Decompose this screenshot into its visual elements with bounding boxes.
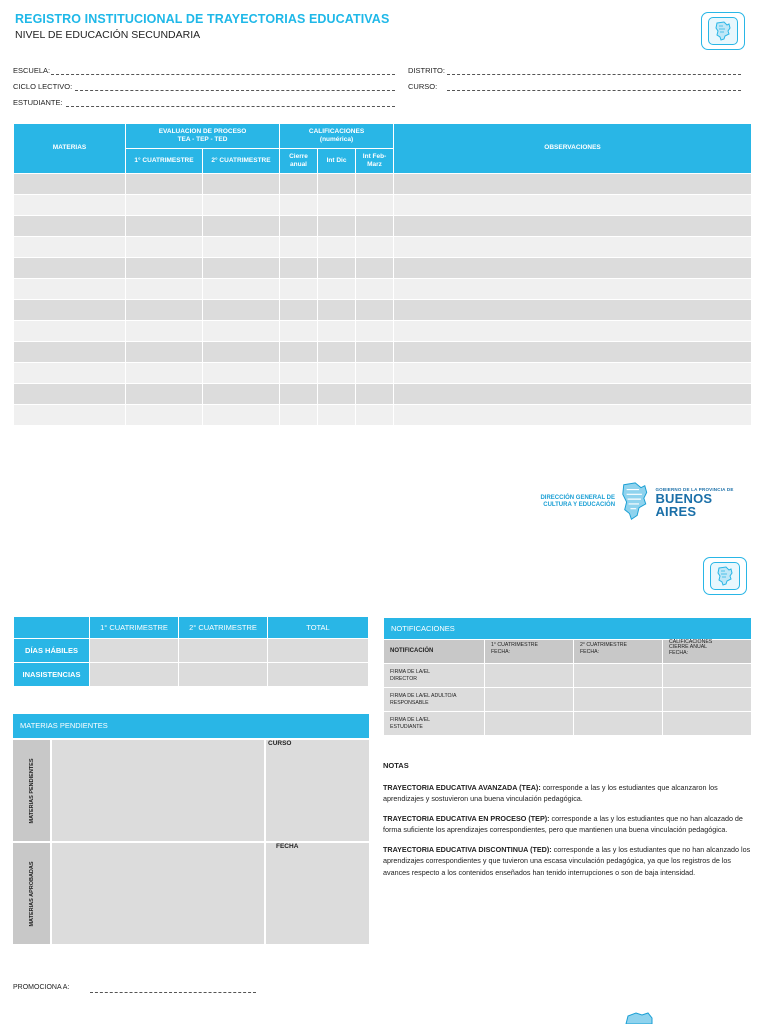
- table-row: [14, 216, 752, 237]
- pendientes-curso-box[interactable]: [266, 740, 369, 841]
- firma-director-label: FIRMA DE LA/EL DIRECTOR: [384, 664, 485, 688]
- nota-ted: TRAYECTORIA EDUCATIVA DISCONTINUA (TED): corresponde a las y los estudiantes que no han alcanzado los aprendizajes correspondientes y que tuvieron una escasa vinculación pedagógica, ya que los registros de los avances respecto a los contenidos enseñados han tenido interrupciones o son de baja intensidad.: [383, 845, 751, 877]
- footer-logo-small: GOBIERNO DE LA PROVINCIA DE: [655, 486, 734, 492]
- curso-label: CURSO:: [408, 82, 438, 91]
- nota-tea: TRAYECTORIA EDUCATIVA AVANZADA (TEA): corresponde a las y los estudiantes que alcanzaron los aprendizajes y sostuvieron una buena vinculación pedagógica.: [383, 782, 718, 803]
- int-feb-header: Int Feb- Marz: [356, 149, 394, 174]
- page-title: REGISTRO INSTITUCIONAL DE TRAYECTORIAS EDUCATIVAS: [15, 12, 390, 26]
- int-dic-header: Int Dic: [318, 149, 356, 174]
- asistencia-table: [13, 616, 369, 687]
- dias-habiles-label: DÍAS HÁBILES: [14, 639, 90, 663]
- notas-title: NOTAS: [383, 761, 409, 770]
- table-row: [14, 300, 752, 321]
- att-cuatri1-header: 1° CUATRIMESTRE: [90, 617, 179, 639]
- table-row: [14, 363, 752, 384]
- map-glyph-icon: [714, 565, 736, 587]
- cierre-header: Cierre anual: [280, 149, 318, 174]
- evaluacion-header: EVALUACION DE PROCESO TEA - TEP - TED: [126, 124, 280, 149]
- table-row: [14, 342, 752, 363]
- promociona-label: PROMOCIONA A:: [13, 984, 70, 991]
- distrito-field[interactable]: [447, 66, 741, 75]
- pendientes-box[interactable]: [52, 740, 264, 841]
- table-row: [14, 279, 752, 300]
- att-cuatri2-header: 2° CUATRIMESTRE: [179, 617, 268, 639]
- escuela-label: ESCUELA:: [13, 66, 51, 75]
- firma-adulto-label: FIRMA DE LA/EL ADULTO/A RESPONSABLE: [384, 688, 485, 712]
- table-row: [384, 688, 752, 712]
- footer-logo: [527, 478, 752, 526]
- table-row: [14, 195, 752, 216]
- curso-label: CURSO: [268, 740, 292, 747]
- estudiante-label: ESTUDIANTE:: [13, 98, 63, 107]
- calificaciones-header: CALIFICACIONES (numérica): [280, 124, 394, 149]
- page-subtitle: NIVEL DE EDUCACIÓN SECUNDARIA: [15, 29, 201, 41]
- table-row: [384, 664, 752, 688]
- table-row: [384, 640, 752, 664]
- distrito-label: DISTRITO:: [408, 66, 445, 75]
- province-map-icon: [701, 12, 745, 50]
- escuela-field[interactable]: [51, 66, 395, 75]
- aprobadas-box[interactable]: [52, 843, 264, 944]
- province-map-icon: [622, 1012, 656, 1024]
- table-row: [14, 258, 752, 279]
- observaciones-header: OBSERVACIONES: [394, 124, 752, 174]
- table-row: [14, 237, 752, 258]
- notificaciones-table: [383, 617, 752, 736]
- map-glyph-icon: [712, 20, 734, 42]
- estudiante-field[interactable]: [66, 98, 395, 107]
- table-row: [14, 639, 369, 663]
- province-map-icon: [703, 557, 747, 595]
- materias-header: MATERIAS: [14, 124, 126, 174]
- nota-tep: TRAYECTORIA EDUCATIVA EN PROCESO (TEP): corresponde a las y los estudiantes que no han alcazado de forma suficiente los aprendizajes correspondientes, pero que mantienen una buena vinculación pedagógica.: [383, 813, 743, 835]
- ciclo-field[interactable]: [75, 82, 395, 91]
- aprobadas-side: MATERIAS APROBADAS: [13, 843, 50, 944]
- aprobadas-fecha-box[interactable]: [266, 843, 369, 944]
- inasistencias-label: INASISTENCIAS: [14, 663, 90, 687]
- firma-estudiante-label: FIRMA DE LA/EL ESTUDIANTE: [384, 712, 485, 736]
- footer-logo-big: BUENOS AIRES: [655, 490, 713, 519]
- notificaciones-title: NOTIFICACIONES: [384, 618, 752, 640]
- cuatri1-header: 1° CUATRIMESTRE: [126, 149, 203, 174]
- pendientes-header: MATERIAS PENDIENTES: [13, 714, 369, 738]
- footer-logo-left: DIRECCIÓN GENERAL DE CULTURA Y EDUCACIÓN: [540, 494, 616, 508]
- att-total-header: TOTAL: [268, 617, 369, 639]
- table-row: [14, 663, 369, 687]
- promociona-field[interactable]: [90, 985, 256, 993]
- ciclo-label: CICLO LECTIVO:: [13, 82, 73, 91]
- notas-section: [383, 760, 755, 887]
- fecha-label: FECHA: [276, 843, 299, 850]
- materias-table: [13, 123, 752, 426]
- notif-c2-header: 2° CUATRIMESTRE FECHA:: [574, 640, 663, 664]
- curso-field[interactable]: [447, 82, 741, 91]
- notificacion-header: NOTIFICACIÓN: [384, 640, 485, 664]
- table-row: [384, 712, 752, 736]
- notif-c3-header: CALIFICACIONES CIERRE ANUAL FECHA:: [663, 640, 752, 664]
- notif-c1-header: 1° CUATRIMESTRE FECHA:: [485, 640, 574, 664]
- att-corner: [14, 617, 90, 639]
- table-row: [14, 405, 752, 426]
- table-row: [14, 321, 752, 342]
- cuatri2-header: 2° CUATRIMESTRE: [203, 149, 280, 174]
- province-map-icon: [618, 480, 652, 524]
- pendientes-side: MATERIAS PENDIENTES: [13, 740, 50, 841]
- table-row: [14, 384, 752, 405]
- table-row: [14, 174, 752, 195]
